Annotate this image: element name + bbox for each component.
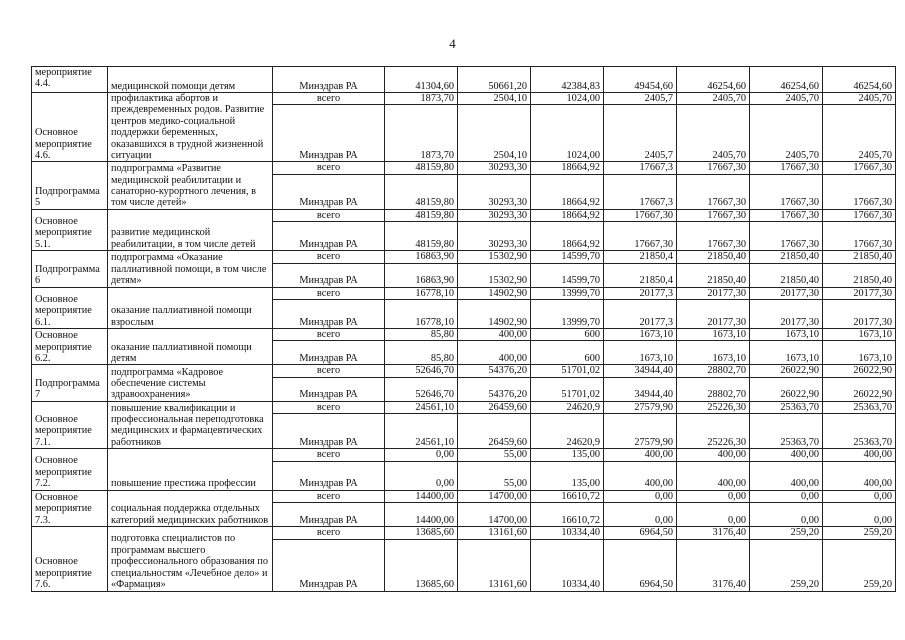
budget-table (31, 66, 896, 592)
table-row (32, 251, 896, 263)
amount-cell: 600 (531, 329, 604, 341)
table-row (32, 329, 896, 341)
amount-cell: 26022,90 (823, 377, 896, 401)
amount-cell: 400,00 (823, 461, 896, 490)
amount-cell: 259,20 (750, 527, 823, 539)
amount-cell: 259,20 (750, 539, 823, 591)
amount-cell: 15302,90 (458, 263, 531, 287)
measure-code: Подпрограмма 7 (32, 365, 108, 401)
amount-cell: 2405,70 (750, 93, 823, 105)
amount-cell: 400,00 (604, 449, 677, 461)
amount-cell: 20177,30 (750, 287, 823, 299)
amount-cell: 25226,30 (677, 414, 750, 449)
amount-cell: 48159,80 (385, 222, 458, 251)
amount-cell: 85,80 (385, 341, 458, 365)
executor-cell: Минздрав РА (273, 222, 385, 251)
executor-cell: всего (273, 162, 385, 174)
amount-cell: 10334,40 (531, 539, 604, 591)
amount-cell: 3176,40 (677, 527, 750, 539)
amount-cell: 17667,3 (604, 162, 677, 174)
amount-cell: 1673,10 (750, 329, 823, 341)
amount-cell: 14902,90 (458, 287, 531, 299)
amount-cell: 259,20 (823, 539, 896, 591)
measure-title: социальная поддержка отдельных категорий медицинских работников (108, 490, 273, 526)
amount-cell: 0,00 (677, 490, 750, 502)
measure-title: повышение престижа профессии (108, 449, 273, 490)
amount-cell: 1673,10 (604, 341, 677, 365)
measure-title: подготовка специалистов по программам высшего профессионального образования по специальностям «Лечебное дело» и «Фармация» (108, 527, 273, 591)
amount-cell: 17667,30 (823, 162, 896, 174)
measure-code: Основное мероприятие 7.1. (32, 401, 108, 448)
measure-title: подпрограмма «Оказание паллиативной помощи, в том числе детям» (108, 251, 273, 287)
amount-cell: 2405,7 (604, 93, 677, 105)
measure-title: подпрограмма «Развитие медицинской реабилитации и санаторно-курортного лечения, в том числе детей» (108, 162, 273, 209)
amount-cell: 2405,70 (677, 93, 750, 105)
measure-code: Подпрограмма 5 (32, 162, 108, 209)
table-row (32, 93, 896, 105)
amount-cell: 14700,00 (458, 490, 531, 502)
amount-cell: 0,00 (750, 490, 823, 502)
executor-cell: Минздрав РА (273, 503, 385, 527)
amount-cell: 25363,70 (750, 414, 823, 449)
executor-cell: Минздрав РА (273, 300, 385, 329)
amount-cell: 13999,70 (531, 287, 604, 299)
amount-cell: 17667,30 (750, 209, 823, 221)
amount-cell: 0,00 (385, 449, 458, 461)
amount-cell: 13685,60 (385, 539, 458, 591)
amount-cell: 55,00 (458, 461, 531, 490)
executor-cell: всего (273, 93, 385, 105)
table-row (32, 527, 896, 539)
amount-cell: 1673,10 (604, 329, 677, 341)
amount-cell: 46254,60 (677, 67, 750, 93)
amount-cell: 21850,40 (677, 251, 750, 263)
amount-cell: 20177,3 (604, 287, 677, 299)
amount-cell: 400,00 (677, 449, 750, 461)
measure-code: мероприятие 4.4. (32, 67, 108, 93)
measure-code: Основное мероприятие 7.3. (32, 490, 108, 526)
amount-cell: 25226,30 (677, 401, 750, 413)
amount-cell: 30293,30 (458, 174, 531, 209)
amount-cell: 1873,70 (385, 105, 458, 162)
amount-cell: 10334,40 (531, 527, 604, 539)
executor-cell: всего (273, 287, 385, 299)
table-row (32, 67, 896, 93)
amount-cell: 16610,72 (531, 490, 604, 502)
executor-cell: всего (273, 527, 385, 539)
amount-cell: 55,00 (458, 449, 531, 461)
amount-cell: 42384,83 (531, 67, 604, 93)
amount-cell: 26459,60 (458, 414, 531, 449)
executor-cell: всего (273, 449, 385, 461)
amount-cell: 14599,70 (531, 263, 604, 287)
amount-cell: 2405,70 (677, 105, 750, 162)
amount-cell: 20177,30 (677, 287, 750, 299)
amount-cell: 18664,92 (531, 222, 604, 251)
amount-cell: 20177,30 (823, 300, 896, 329)
amount-cell: 17667,30 (823, 209, 896, 221)
measure-title: развитие медицинской реабилитации, в том числе детей (108, 209, 273, 250)
amount-cell: 17667,30 (750, 222, 823, 251)
amount-cell: 54376,20 (458, 377, 531, 401)
amount-cell: 16610,72 (531, 503, 604, 527)
amount-cell: 30293,30 (458, 209, 531, 221)
executor-cell: всего (273, 490, 385, 502)
amount-cell: 24561,10 (385, 414, 458, 449)
amount-cell: 21850,40 (750, 251, 823, 263)
amount-cell: 17667,30 (750, 162, 823, 174)
amount-cell: 1024,00 (531, 105, 604, 162)
amount-cell: 0,00 (604, 503, 677, 527)
amount-cell: 51701,02 (531, 377, 604, 401)
amount-cell: 14902,90 (458, 300, 531, 329)
measure-code: Подпрограмма 6 (32, 251, 108, 287)
amount-cell: 48159,80 (385, 209, 458, 221)
amount-cell: 16778,10 (385, 287, 458, 299)
amount-cell: 600 (531, 341, 604, 365)
amount-cell: 1673,10 (823, 329, 896, 341)
measure-code: Основное мероприятие 6.1. (32, 287, 108, 328)
amount-cell: 21850,4 (604, 263, 677, 287)
amount-cell: 0,00 (385, 461, 458, 490)
amount-cell: 21850,40 (823, 263, 896, 287)
amount-cell: 1673,10 (750, 341, 823, 365)
amount-cell: 27579,90 (604, 414, 677, 449)
amount-cell: 18664,92 (531, 209, 604, 221)
amount-cell: 50661,20 (458, 67, 531, 93)
amount-cell: 49454,60 (604, 67, 677, 93)
amount-cell: 17667,30 (823, 222, 896, 251)
amount-cell: 16778,10 (385, 300, 458, 329)
amount-cell: 13161,60 (458, 527, 531, 539)
page-number: 4 (449, 36, 456, 51)
amount-cell: 18664,92 (531, 174, 604, 209)
amount-cell: 24561,10 (385, 401, 458, 413)
executor-cell: Минздрав РА (273, 377, 385, 401)
amount-cell: 26022,90 (823, 365, 896, 377)
amount-cell: 18664,92 (531, 162, 604, 174)
amount-cell: 1873,70 (385, 93, 458, 105)
executor-cell: Минздрав РА (273, 105, 385, 162)
amount-cell: 14599,70 (531, 251, 604, 263)
amount-cell: 13999,70 (531, 300, 604, 329)
amount-cell: 3176,40 (677, 539, 750, 591)
measure-title: медицинской помощи детям (108, 67, 273, 93)
amount-cell: 2504,10 (458, 105, 531, 162)
amount-cell: 21850,4 (604, 251, 677, 263)
amount-cell: 34944,40 (604, 377, 677, 401)
budget-table-body (32, 67, 896, 592)
amount-cell: 24620,9 (531, 414, 604, 449)
measure-code: Основное мероприятие 6.2. (32, 329, 108, 365)
table-row (32, 287, 896, 299)
executor-cell: Минздрав РА (273, 67, 385, 93)
measure-code: Основное мероприятие 5.1. (32, 209, 108, 250)
amount-cell: 400,00 (823, 449, 896, 461)
executor-cell: всего (273, 365, 385, 377)
table-row (32, 490, 896, 502)
amount-cell: 26022,90 (750, 377, 823, 401)
table-row (32, 162, 896, 174)
amount-cell: 30293,30 (458, 162, 531, 174)
executor-cell: Минздрав РА (273, 461, 385, 490)
amount-cell: 17667,30 (604, 222, 677, 251)
amount-cell: 14400,00 (385, 503, 458, 527)
amount-cell: 135,00 (531, 461, 604, 490)
amount-cell: 400,00 (677, 461, 750, 490)
amount-cell: 17667,30 (677, 209, 750, 221)
amount-cell: 1673,10 (677, 329, 750, 341)
amount-cell: 400,00 (750, 449, 823, 461)
amount-cell: 2405,70 (823, 93, 896, 105)
amount-cell: 0,00 (823, 490, 896, 502)
amount-cell: 14700,00 (458, 503, 531, 527)
executor-cell: Минздрав РА (273, 539, 385, 591)
amount-cell: 0,00 (604, 490, 677, 502)
executor-cell: Минздрав РА (273, 414, 385, 449)
measure-title: профилактика абортов и преждевременных родов. Развитие центров медико-социальной поддержки беременных, оказавшихся в трудной жизненной ситуации (108, 93, 273, 162)
amount-cell: 21850,40 (677, 263, 750, 287)
amount-cell: 25363,70 (823, 414, 896, 449)
table-row (32, 365, 896, 377)
amount-cell: 16863,90 (385, 263, 458, 287)
measure-code: Основное мероприятие 7.2. (32, 449, 108, 490)
measure-title: повышение квалификации и профессиональная переподготовка медицинских и фармацевтических работников (108, 401, 273, 448)
executor-cell: всего (273, 401, 385, 413)
amount-cell: 24620,9 (531, 401, 604, 413)
amount-cell: 52646,70 (385, 377, 458, 401)
amount-cell: 2405,70 (823, 105, 896, 162)
executor-cell: Минздрав РА (273, 341, 385, 365)
amount-cell: 52646,70 (385, 365, 458, 377)
executor-cell: Минздрав РА (273, 174, 385, 209)
amount-cell: 26459,60 (458, 401, 531, 413)
amount-cell: 1673,10 (677, 341, 750, 365)
amount-cell: 13685,60 (385, 527, 458, 539)
amount-cell: 17667,30 (677, 222, 750, 251)
amount-cell: 20177,30 (823, 287, 896, 299)
amount-cell: 21850,40 (823, 251, 896, 263)
amount-cell: 27579,90 (604, 401, 677, 413)
amount-cell: 21850,40 (750, 263, 823, 287)
amount-cell: 259,20 (823, 527, 896, 539)
amount-cell: 48159,80 (385, 162, 458, 174)
amount-cell: 25363,70 (823, 401, 896, 413)
measure-title: оказание паллиативной помощи детям (108, 329, 273, 365)
amount-cell: 6964,50 (604, 539, 677, 591)
amount-cell: 20177,30 (750, 300, 823, 329)
table-row (32, 401, 896, 413)
amount-cell: 0,00 (750, 503, 823, 527)
amount-cell: 28802,70 (677, 377, 750, 401)
amount-cell: 0,00 (677, 503, 750, 527)
amount-cell: 41304,60 (385, 67, 458, 93)
amount-cell: 14400,00 (385, 490, 458, 502)
amount-cell: 48159,80 (385, 174, 458, 209)
amount-cell: 28802,70 (677, 365, 750, 377)
amount-cell: 20177,3 (604, 300, 677, 329)
executor-cell: всего (273, 329, 385, 341)
measure-code: Основное мероприятие 7.6. (32, 527, 108, 591)
amount-cell: 0,00 (823, 503, 896, 527)
amount-cell: 400,00 (458, 341, 531, 365)
amount-cell: 6964,50 (604, 527, 677, 539)
executor-cell: всего (273, 209, 385, 221)
measure-code: Основное мероприятие 4.6. (32, 93, 108, 162)
amount-cell: 51701,02 (531, 365, 604, 377)
amount-cell: 1024,00 (531, 93, 604, 105)
table-row (32, 449, 896, 461)
amount-cell: 46254,60 (823, 67, 896, 93)
amount-cell: 17667,30 (677, 162, 750, 174)
amount-cell: 54376,20 (458, 365, 531, 377)
amount-cell: 400,00 (604, 461, 677, 490)
amount-cell: 30293,30 (458, 222, 531, 251)
table-row (32, 209, 896, 221)
amount-cell: 16863,90 (385, 251, 458, 263)
amount-cell: 17667,30 (604, 209, 677, 221)
measure-title: подпрограмма «Кадровое обеспечение системы здравоохранения» (108, 365, 273, 401)
amount-cell: 135,00 (531, 449, 604, 461)
amount-cell: 34944,40 (604, 365, 677, 377)
amount-cell: 17667,3 (604, 174, 677, 209)
amount-cell: 25363,70 (750, 401, 823, 413)
amount-cell: 17667,30 (823, 174, 896, 209)
amount-cell: 400,00 (458, 329, 531, 341)
amount-cell: 85,80 (385, 329, 458, 341)
amount-cell: 17667,30 (750, 174, 823, 209)
executor-cell: Минздрав РА (273, 263, 385, 287)
amount-cell: 13161,60 (458, 539, 531, 591)
amount-cell: 1673,10 (823, 341, 896, 365)
executor-cell: всего (273, 251, 385, 263)
amount-cell: 15302,90 (458, 251, 531, 263)
amount-cell: 26022,90 (750, 365, 823, 377)
amount-cell: 46254,60 (750, 67, 823, 93)
amount-cell: 20177,30 (677, 300, 750, 329)
amount-cell: 400,00 (750, 461, 823, 490)
measure-title: оказание паллиативной помощи взрослым (108, 287, 273, 328)
amount-cell: 17667,30 (677, 174, 750, 209)
amount-cell: 2504,10 (458, 93, 531, 105)
amount-cell: 2405,70 (750, 105, 823, 162)
amount-cell: 2405,7 (604, 105, 677, 162)
